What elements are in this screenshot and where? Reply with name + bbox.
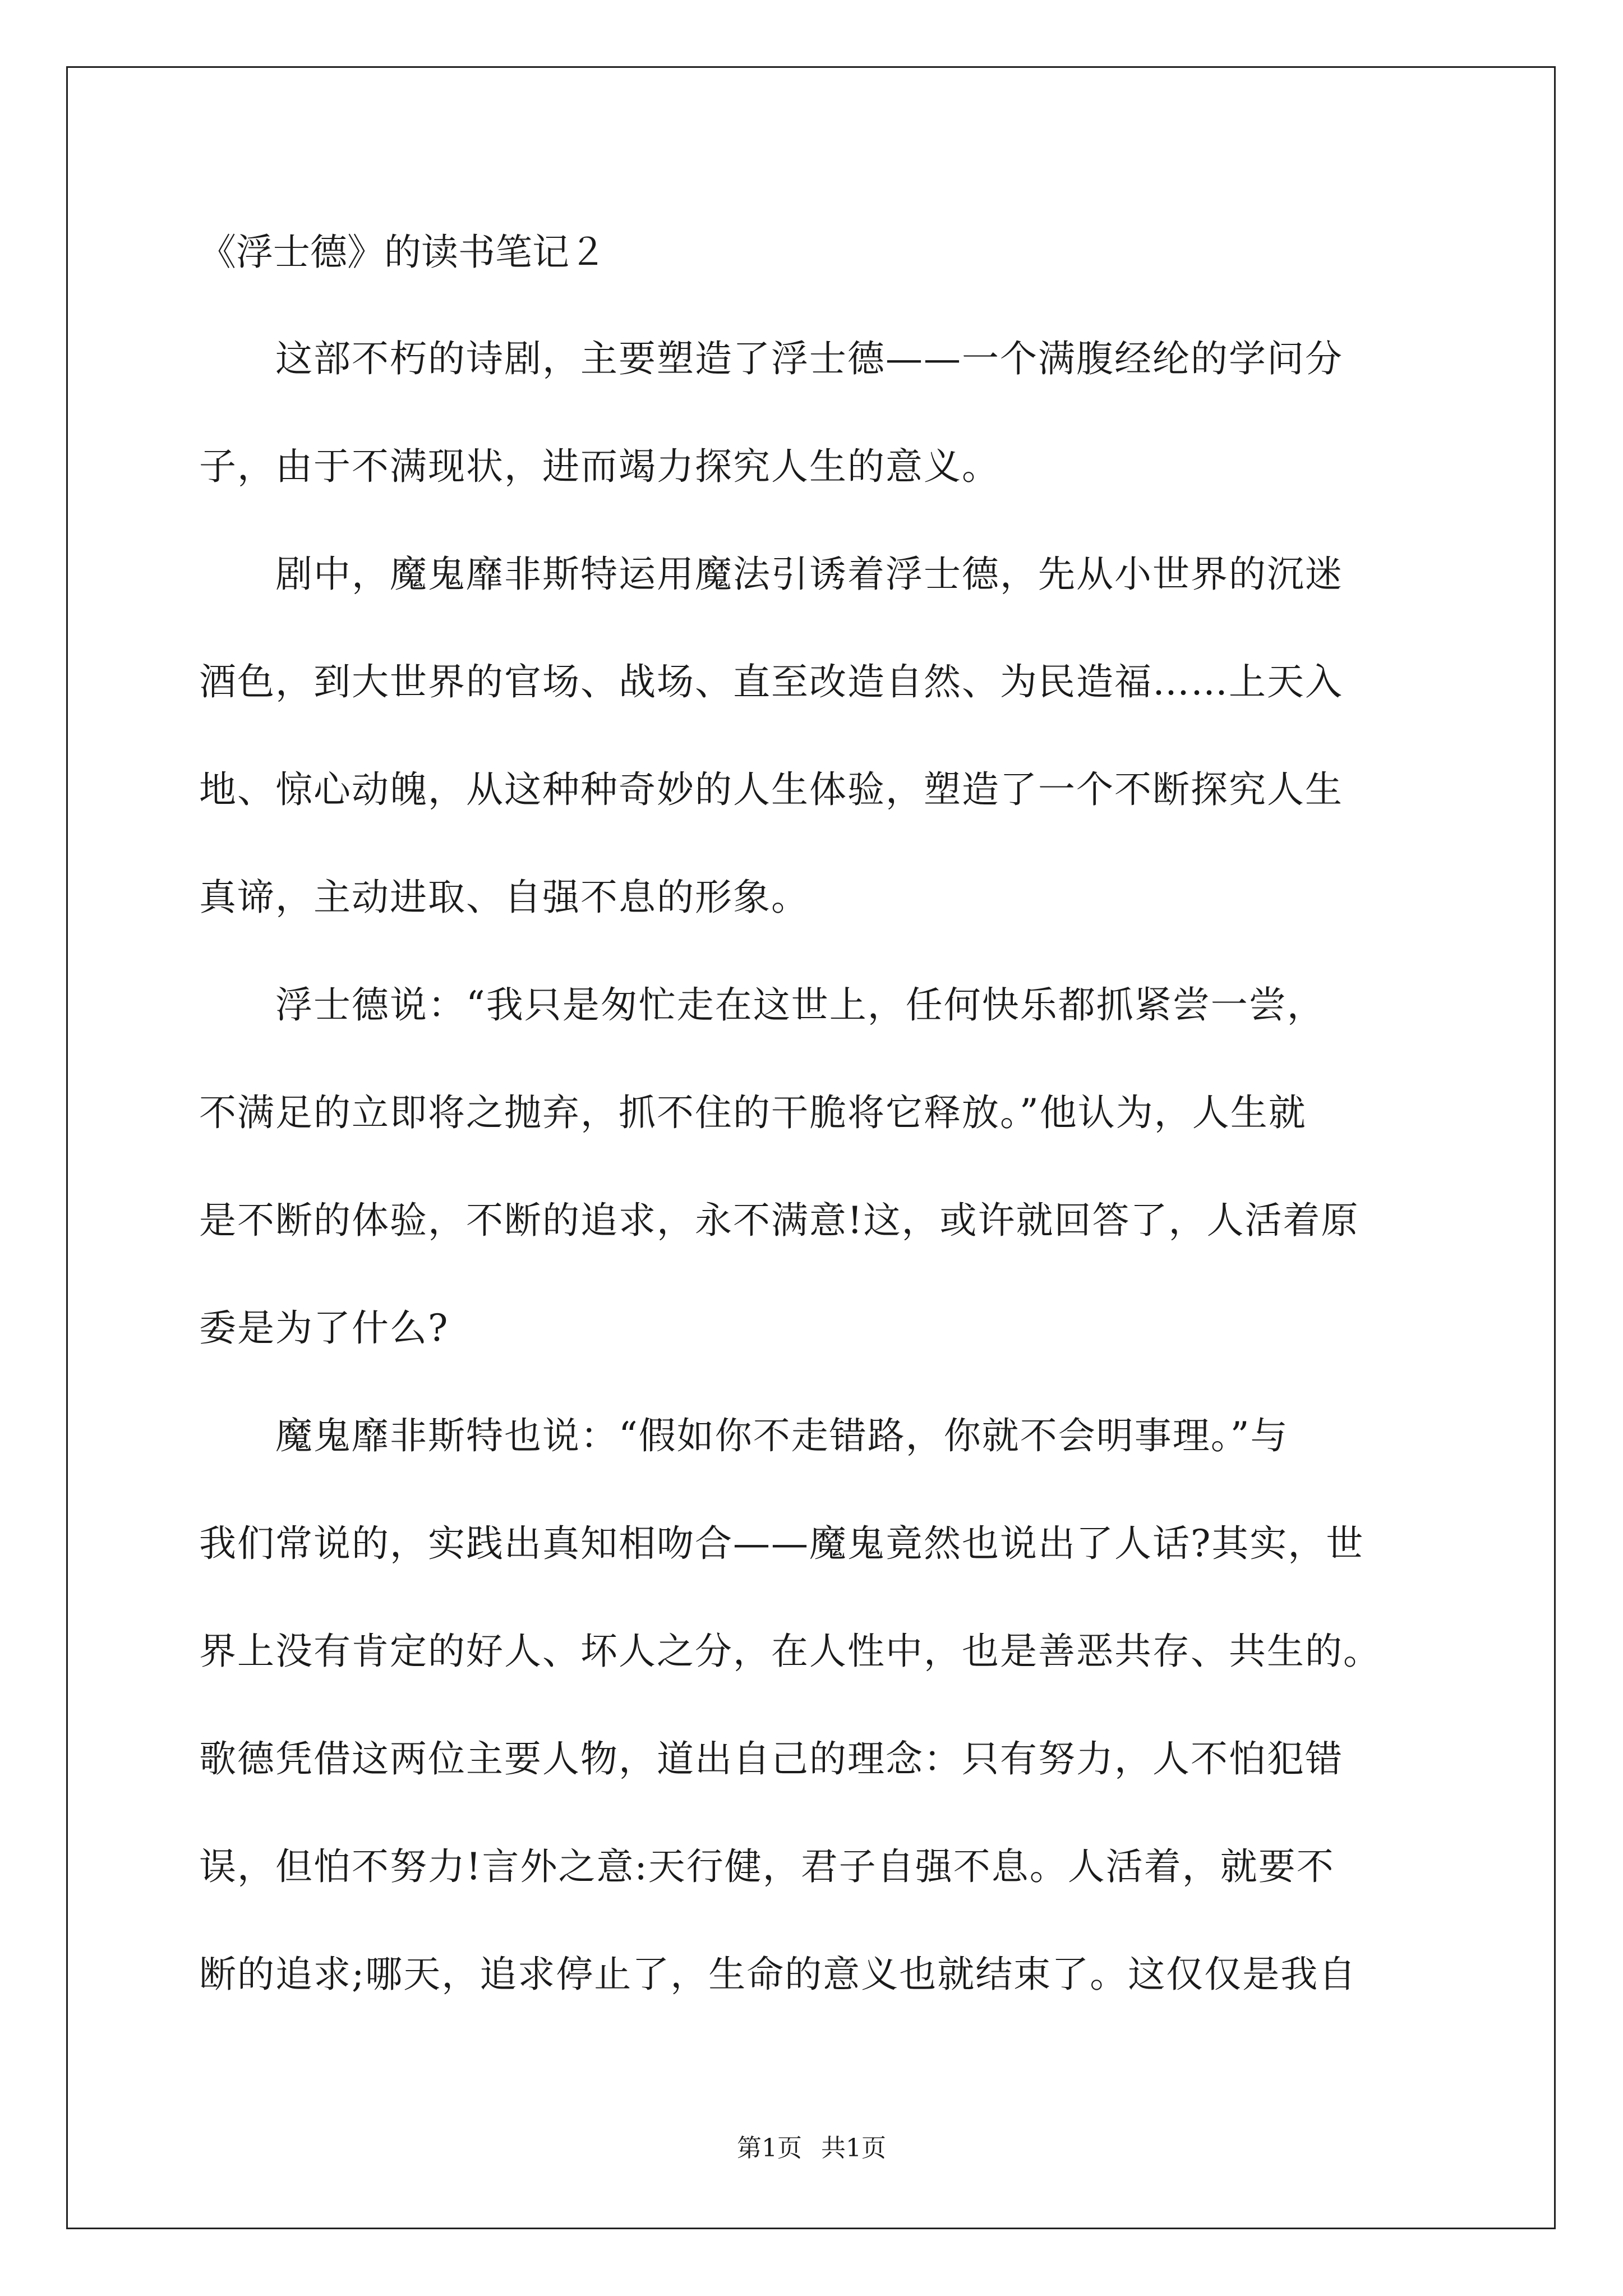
page-number-total: 共1页 (821, 2134, 886, 2162)
body-line: 真谛，主动进取、自强不息的形象。 (199, 876, 809, 919)
body-line: 子，由于不满现状，进而竭力探究人生的意义。 (199, 445, 1000, 488)
body-line: 界上没有肯定的好人、坏人之分，在人性中，也是善恶共存、共生的。 (199, 1630, 1381, 1673)
body-line: 不满足的立即将之抛弃，抓不住的干脆将它释放。”他认为，人生就 (199, 1091, 1307, 1134)
body-line: 我们常说的，实践出真知相吻合——魔鬼竟然也说出了人话?其实，世 (199, 1522, 1364, 1565)
body-line: 歌德凭借这两位主要人物，道出自己的理念：只有努力，人不怕犯错 (199, 1737, 1343, 1780)
body-line: 这部不朽的诗剧，主要塑造了浮士德——一个满腹经纶的学问分 (199, 337, 1343, 380)
body-line: 误，但怕不努力!言外之意:天行健，君子自强不息。人活着，就要不 (199, 1845, 1335, 1888)
body-line: 委是为了什么? (199, 1306, 449, 1350)
body-line: 浮士德说：“我只是匆忙走在这世上，任何快乐都抓紧尝一尝， (199, 983, 1325, 1027)
page-number-current: 第1页 (737, 2134, 802, 2162)
body-line: 断的追求;哪天，追求停止了，生命的意义也就结束了。这仅仅是我自 (199, 1953, 1357, 1996)
body-line: 是不断的体验，不断的追求，永不满意!这，或许就回答了，人活着原 (199, 1199, 1359, 1242)
body-line: 地、惊心动魄，从这种种奇妙的人生体验，塑造了一个不断探究人生 (199, 768, 1343, 811)
document-title: 《浮士德》的读书笔记２ (199, 231, 606, 274)
body-line: 剧中，魔鬼靡非斯特运用魔法引诱着浮士德，先从小世界的沉迷 (199, 553, 1343, 596)
body-line: 魔鬼靡非斯特也说：“假如你不走错路，你就不会明事理。”与 (199, 1414, 1289, 1457)
page-footer (0, 2132, 1623, 2165)
page-border (66, 66, 1556, 2229)
body-line: 酒色，到大世界的官场、战场、直至改造自然、为民造福……上天入 (199, 660, 1343, 703)
